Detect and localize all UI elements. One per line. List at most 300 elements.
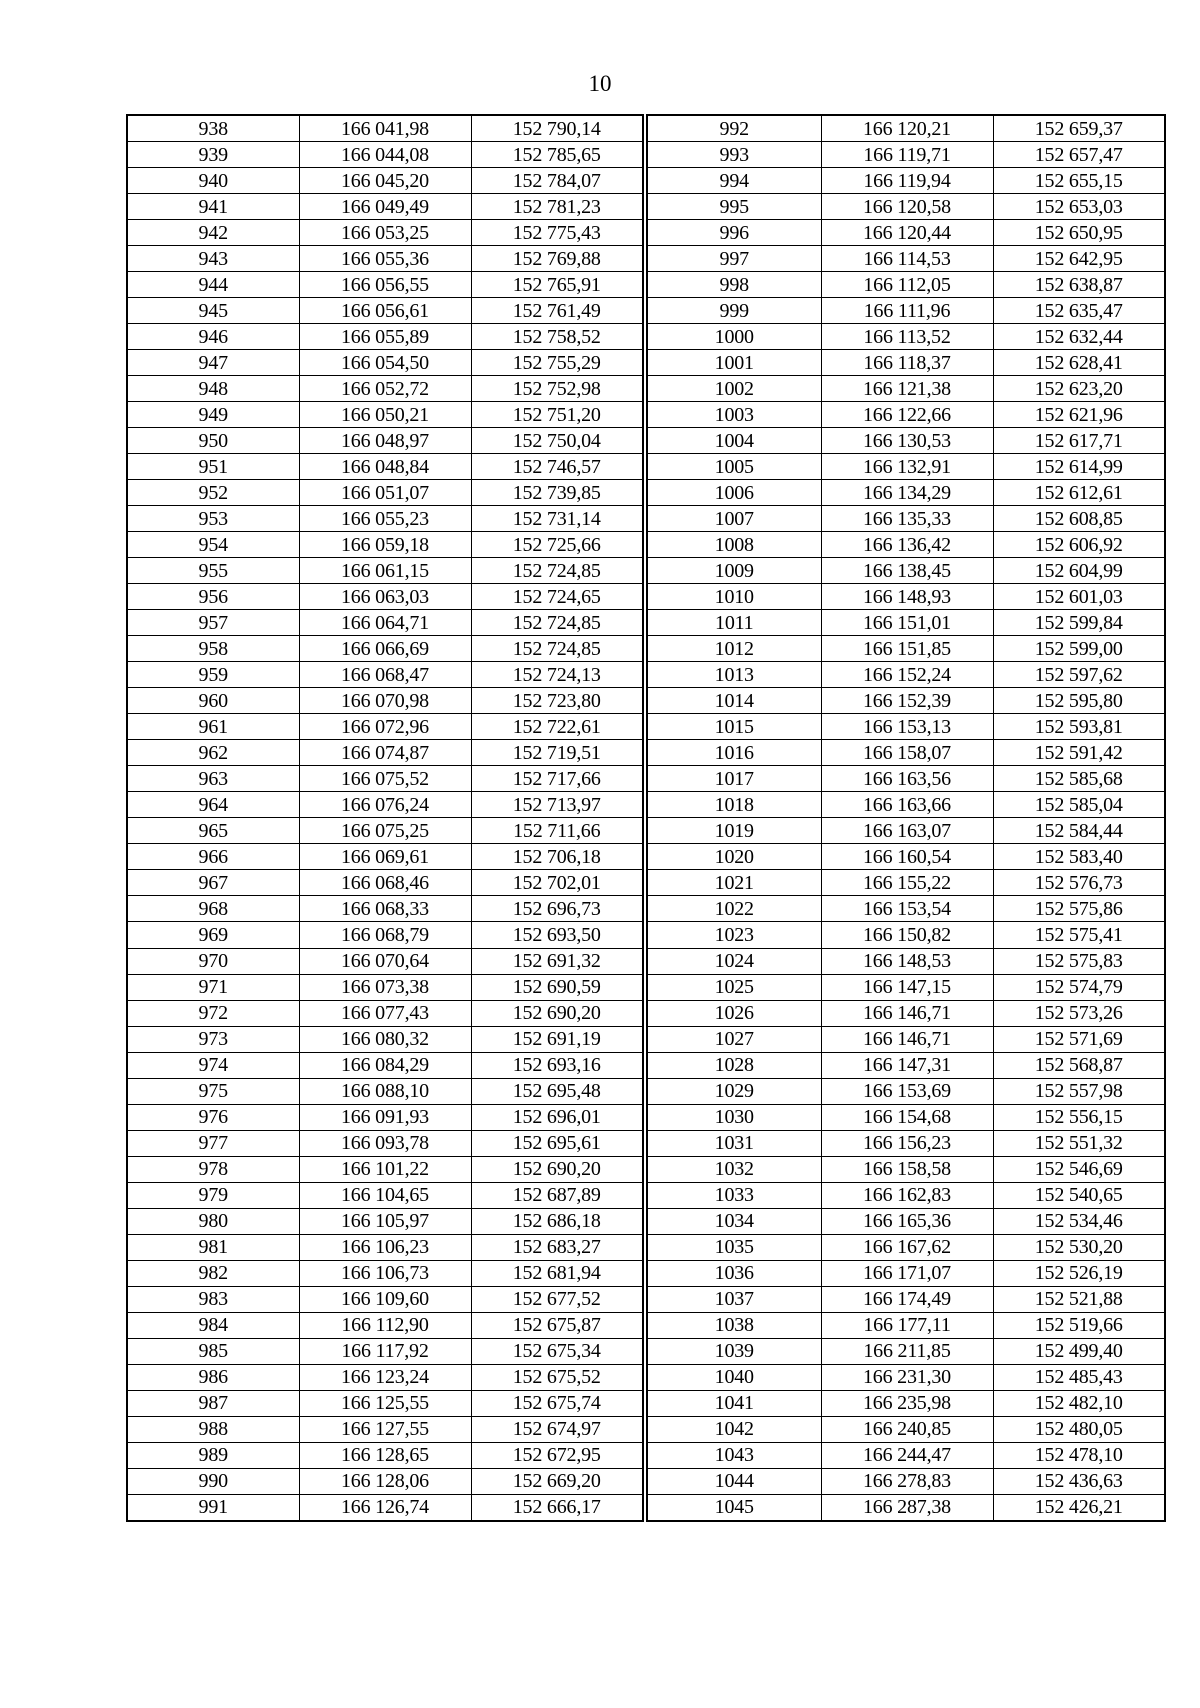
y-coordinate-cell: 152 612,61 (993, 480, 1165, 506)
point-number-cell: 969 (127, 922, 299, 948)
point-number-cell: 964 (127, 792, 299, 818)
y-coordinate-cell: 152 540,65 (993, 1182, 1165, 1208)
point-number-cell: 990 (127, 1468, 299, 1494)
x-coordinate-cell: 166 287,38 (821, 1494, 993, 1521)
x-coordinate-cell: 166 055,89 (299, 324, 471, 350)
y-coordinate-cell: 152 677,52 (471, 1286, 643, 1312)
table-row (647, 1494, 1165, 1521)
x-coordinate-cell: 166 063,03 (299, 584, 471, 610)
x-coordinate-cell: 166 153,13 (821, 714, 993, 740)
y-coordinate-cell: 152 781,23 (471, 194, 643, 220)
table-row (647, 922, 1165, 948)
table-row (647, 246, 1165, 272)
x-coordinate-cell: 166 068,33 (299, 896, 471, 922)
point-number-cell: 954 (127, 532, 299, 558)
x-coordinate-cell: 166 231,30 (821, 1364, 993, 1390)
table-row (647, 402, 1165, 428)
point-number-cell: 974 (127, 1052, 299, 1078)
table-row (647, 480, 1165, 506)
table-row (647, 688, 1165, 714)
table-row (127, 818, 643, 844)
table-row (127, 1442, 643, 1468)
table-row (647, 896, 1165, 922)
y-coordinate-cell: 152 635,47 (993, 298, 1165, 324)
table-row (647, 1000, 1165, 1026)
x-coordinate-cell: 166 114,53 (821, 246, 993, 272)
table-row (647, 1260, 1165, 1286)
table-row (647, 1182, 1165, 1208)
point-number-cell: 979 (127, 1182, 299, 1208)
point-number-cell: 1020 (647, 844, 821, 870)
y-coordinate-cell: 152 765,91 (471, 272, 643, 298)
y-coordinate-cell: 152 604,99 (993, 558, 1165, 584)
y-coordinate-cell: 152 623,20 (993, 376, 1165, 402)
y-coordinate-cell: 152 722,61 (471, 714, 643, 740)
y-coordinate-cell: 152 573,26 (993, 1000, 1165, 1026)
point-number-cell: 1006 (647, 480, 821, 506)
y-coordinate-cell: 152 691,19 (471, 1026, 643, 1052)
y-coordinate-cell: 152 614,99 (993, 454, 1165, 480)
point-number-cell: 1042 (647, 1416, 821, 1442)
x-coordinate-cell: 166 088,10 (299, 1078, 471, 1104)
y-coordinate-cell: 152 750,04 (471, 428, 643, 454)
x-coordinate-cell: 166 119,94 (821, 168, 993, 194)
y-coordinate-cell: 152 675,87 (471, 1312, 643, 1338)
table-row (647, 115, 1165, 142)
y-coordinate-cell: 152 485,43 (993, 1364, 1165, 1390)
x-coordinate-cell: 166 120,58 (821, 194, 993, 220)
x-coordinate-cell: 166 244,47 (821, 1442, 993, 1468)
table-row (647, 272, 1165, 298)
y-coordinate-cell: 152 642,95 (993, 246, 1165, 272)
y-coordinate-cell: 152 706,18 (471, 844, 643, 870)
x-coordinate-cell: 166 055,36 (299, 246, 471, 272)
y-coordinate-cell: 152 591,42 (993, 740, 1165, 766)
x-coordinate-cell: 166 044,08 (299, 142, 471, 168)
table-row (647, 870, 1165, 896)
table-row (647, 142, 1165, 168)
y-coordinate-cell: 152 769,88 (471, 246, 643, 272)
point-number-cell: 957 (127, 610, 299, 636)
x-coordinate-cell: 166 163,66 (821, 792, 993, 818)
x-coordinate-cell: 166 165,36 (821, 1208, 993, 1234)
y-coordinate-cell: 152 593,81 (993, 714, 1165, 740)
y-coordinate-cell: 152 752,98 (471, 376, 643, 402)
x-coordinate-cell: 166 128,06 (299, 1468, 471, 1494)
table-row (127, 662, 643, 688)
point-number-cell: 1038 (647, 1312, 821, 1338)
x-coordinate-cell: 166 120,44 (821, 220, 993, 246)
y-coordinate-cell: 152 790,14 (471, 115, 643, 142)
table-row (647, 766, 1165, 792)
point-number-cell: 1034 (647, 1208, 821, 1234)
table-row (127, 506, 643, 532)
x-coordinate-cell: 166 070,64 (299, 948, 471, 974)
table-row (647, 428, 1165, 454)
table-row (127, 1078, 643, 1104)
point-number-cell: 1031 (647, 1130, 821, 1156)
x-coordinate-cell: 166 069,61 (299, 844, 471, 870)
point-number-cell: 997 (647, 246, 821, 272)
x-coordinate-cell: 166 111,96 (821, 298, 993, 324)
x-coordinate-cell: 166 151,85 (821, 636, 993, 662)
x-coordinate-cell: 166 158,58 (821, 1156, 993, 1182)
point-number-cell: 1021 (647, 870, 821, 896)
coordinates-table-right-body (647, 115, 1165, 1521)
point-number-cell: 949 (127, 402, 299, 428)
x-coordinate-cell: 166 049,49 (299, 194, 471, 220)
x-coordinate-cell: 166 150,82 (821, 922, 993, 948)
y-coordinate-cell: 152 583,40 (993, 844, 1165, 870)
y-coordinate-cell: 152 655,15 (993, 168, 1165, 194)
table-row (127, 974, 643, 1000)
y-coordinate-cell: 152 693,16 (471, 1052, 643, 1078)
x-coordinate-cell: 166 061,15 (299, 558, 471, 584)
point-number-cell: 958 (127, 636, 299, 662)
point-number-cell: 999 (647, 298, 821, 324)
x-coordinate-cell: 166 156,23 (821, 1130, 993, 1156)
point-number-cell: 1029 (647, 1078, 821, 1104)
table-row (127, 402, 643, 428)
table-row (647, 506, 1165, 532)
table-row (647, 558, 1165, 584)
y-coordinate-cell: 152 702,01 (471, 870, 643, 896)
x-coordinate-cell: 166 064,71 (299, 610, 471, 636)
table-row (127, 1468, 643, 1494)
x-coordinate-cell: 166 052,72 (299, 376, 471, 402)
table-row (647, 1130, 1165, 1156)
x-coordinate-cell: 166 211,85 (821, 1338, 993, 1364)
y-coordinate-cell: 152 669,20 (471, 1468, 643, 1494)
table-row (647, 584, 1165, 610)
point-number-cell: 1007 (647, 506, 821, 532)
table-row (127, 1312, 643, 1338)
table-row (647, 1416, 1165, 1442)
table-row (127, 1130, 643, 1156)
y-coordinate-cell: 152 574,79 (993, 974, 1165, 1000)
x-coordinate-cell: 166 077,43 (299, 1000, 471, 1026)
x-coordinate-cell: 166 123,24 (299, 1364, 471, 1390)
point-number-cell: 962 (127, 740, 299, 766)
y-coordinate-cell: 152 724,13 (471, 662, 643, 688)
x-coordinate-cell: 166 045,20 (299, 168, 471, 194)
x-coordinate-cell: 166 121,38 (821, 376, 993, 402)
table-row (647, 220, 1165, 246)
table-row (647, 1364, 1165, 1390)
x-coordinate-cell: 166 148,53 (821, 948, 993, 974)
point-number-cell: 952 (127, 480, 299, 506)
y-coordinate-cell: 152 693,50 (471, 922, 643, 948)
y-coordinate-cell: 152 575,83 (993, 948, 1165, 974)
table-row (127, 714, 643, 740)
y-coordinate-cell: 152 436,63 (993, 1468, 1165, 1494)
x-coordinate-cell: 166 147,31 (821, 1052, 993, 1078)
x-coordinate-cell: 166 091,93 (299, 1104, 471, 1130)
y-coordinate-cell: 152 751,20 (471, 402, 643, 428)
x-coordinate-cell: 166 130,53 (821, 428, 993, 454)
point-number-cell: 996 (647, 220, 821, 246)
y-coordinate-cell: 152 521,88 (993, 1286, 1165, 1312)
x-coordinate-cell: 166 072,96 (299, 714, 471, 740)
point-number-cell: 1016 (647, 740, 821, 766)
point-number-cell: 948 (127, 376, 299, 402)
x-coordinate-cell: 166 126,74 (299, 1494, 471, 1521)
x-coordinate-cell: 166 235,98 (821, 1390, 993, 1416)
y-coordinate-cell: 152 724,85 (471, 610, 643, 636)
x-coordinate-cell: 166 171,07 (821, 1260, 993, 1286)
x-coordinate-cell: 166 120,21 (821, 115, 993, 142)
point-number-cell: 1033 (647, 1182, 821, 1208)
table-row (127, 558, 643, 584)
y-coordinate-cell: 152 557,98 (993, 1078, 1165, 1104)
point-number-cell: 995 (647, 194, 821, 220)
x-coordinate-cell: 166 105,97 (299, 1208, 471, 1234)
point-number-cell: 998 (647, 272, 821, 298)
x-coordinate-cell: 166 278,83 (821, 1468, 993, 1494)
y-coordinate-cell: 152 426,21 (993, 1494, 1165, 1521)
point-number-cell: 1039 (647, 1338, 821, 1364)
point-number-cell: 1004 (647, 428, 821, 454)
point-number-cell: 991 (127, 1494, 299, 1521)
x-coordinate-cell: 166 125,55 (299, 1390, 471, 1416)
point-number-cell: 946 (127, 324, 299, 350)
y-coordinate-cell: 152 599,00 (993, 636, 1165, 662)
y-coordinate-cell: 152 675,52 (471, 1364, 643, 1390)
point-number-cell: 1044 (647, 1468, 821, 1494)
y-coordinate-cell: 152 690,59 (471, 974, 643, 1000)
table-row (127, 480, 643, 506)
table-row (647, 1234, 1165, 1260)
point-number-cell: 1017 (647, 766, 821, 792)
table-row (647, 740, 1165, 766)
x-coordinate-cell: 166 106,73 (299, 1260, 471, 1286)
point-number-cell: 967 (127, 870, 299, 896)
point-number-cell: 983 (127, 1286, 299, 1312)
table-row (127, 1104, 643, 1130)
point-number-cell: 1011 (647, 610, 821, 636)
x-coordinate-cell: 166 055,23 (299, 506, 471, 532)
table-row (647, 376, 1165, 402)
point-number-cell: 1036 (647, 1260, 821, 1286)
table-row (647, 662, 1165, 688)
x-coordinate-cell: 166 132,91 (821, 454, 993, 480)
table-row (647, 194, 1165, 220)
x-coordinate-cell: 166 112,90 (299, 1312, 471, 1338)
point-number-cell: 1010 (647, 584, 821, 610)
point-number-cell: 982 (127, 1260, 299, 1286)
y-coordinate-cell: 152 713,97 (471, 792, 643, 818)
table-row (127, 1390, 643, 1416)
y-coordinate-cell: 152 724,85 (471, 636, 643, 662)
table-row (127, 1286, 643, 1312)
y-coordinate-cell: 152 571,69 (993, 1026, 1165, 1052)
table-row (127, 298, 643, 324)
point-number-cell: 1045 (647, 1494, 821, 1521)
y-coordinate-cell: 152 731,14 (471, 506, 643, 532)
table-row (127, 1156, 643, 1182)
y-coordinate-cell: 152 576,73 (993, 870, 1165, 896)
table-row (647, 610, 1165, 636)
table-row (127, 428, 643, 454)
y-coordinate-cell: 152 585,04 (993, 792, 1165, 818)
point-number-cell: 1043 (647, 1442, 821, 1468)
table-row (127, 1364, 643, 1390)
point-number-cell: 1035 (647, 1234, 821, 1260)
x-coordinate-cell: 166 151,01 (821, 610, 993, 636)
table-row (127, 194, 643, 220)
x-coordinate-cell: 166 155,22 (821, 870, 993, 896)
table-row (127, 844, 643, 870)
x-coordinate-cell: 166 050,21 (299, 402, 471, 428)
y-coordinate-cell: 152 755,29 (471, 350, 643, 376)
point-number-cell: 938 (127, 115, 299, 142)
table-row (127, 168, 643, 194)
point-number-cell: 992 (647, 115, 821, 142)
table-row (647, 1208, 1165, 1234)
x-coordinate-cell: 166 104,65 (299, 1182, 471, 1208)
point-number-cell: 1000 (647, 324, 821, 350)
table-row (127, 532, 643, 558)
y-coordinate-cell: 152 653,03 (993, 194, 1165, 220)
table-row (127, 1208, 643, 1234)
point-number-cell: 985 (127, 1338, 299, 1364)
y-coordinate-cell: 152 606,92 (993, 532, 1165, 558)
x-coordinate-cell: 166 054,50 (299, 350, 471, 376)
y-coordinate-cell: 152 584,44 (993, 818, 1165, 844)
point-number-cell: 960 (127, 688, 299, 714)
y-coordinate-cell: 152 687,89 (471, 1182, 643, 1208)
table-row (647, 714, 1165, 740)
x-coordinate-cell: 166 152,24 (821, 662, 993, 688)
y-coordinate-cell: 152 695,48 (471, 1078, 643, 1104)
y-coordinate-cell: 152 657,47 (993, 142, 1165, 168)
y-coordinate-cell: 152 785,65 (471, 142, 643, 168)
point-number-cell: 1027 (647, 1026, 821, 1052)
x-coordinate-cell: 166 112,05 (821, 272, 993, 298)
y-coordinate-cell: 152 675,74 (471, 1390, 643, 1416)
point-number-cell: 980 (127, 1208, 299, 1234)
point-number-cell: 951 (127, 454, 299, 480)
table-row (127, 324, 643, 350)
point-number-cell: 1001 (647, 350, 821, 376)
point-number-cell: 956 (127, 584, 299, 610)
x-coordinate-cell: 166 048,84 (299, 454, 471, 480)
y-coordinate-cell: 152 717,66 (471, 766, 643, 792)
y-coordinate-cell: 152 650,95 (993, 220, 1165, 246)
x-coordinate-cell: 166 068,46 (299, 870, 471, 896)
table-row (647, 636, 1165, 662)
x-coordinate-cell: 166 134,29 (821, 480, 993, 506)
point-number-cell: 1003 (647, 402, 821, 428)
x-coordinate-cell: 166 113,52 (821, 324, 993, 350)
point-number-cell: 959 (127, 662, 299, 688)
y-coordinate-cell: 152 621,96 (993, 402, 1165, 428)
point-number-cell: 1041 (647, 1390, 821, 1416)
y-coordinate-cell: 152 724,85 (471, 558, 643, 584)
y-coordinate-cell: 152 534,46 (993, 1208, 1165, 1234)
x-coordinate-cell: 166 153,54 (821, 896, 993, 922)
point-number-cell: 975 (127, 1078, 299, 1104)
point-number-cell: 1032 (647, 1156, 821, 1182)
y-coordinate-cell: 152 546,69 (993, 1156, 1165, 1182)
point-number-cell: 987 (127, 1390, 299, 1416)
x-coordinate-cell: 166 136,42 (821, 532, 993, 558)
point-number-cell: 939 (127, 142, 299, 168)
x-coordinate-cell: 166 080,32 (299, 1026, 471, 1052)
y-coordinate-cell: 152 691,32 (471, 948, 643, 974)
x-coordinate-cell: 166 158,07 (821, 740, 993, 766)
y-coordinate-cell: 152 551,32 (993, 1130, 1165, 1156)
x-coordinate-cell: 166 174,49 (821, 1286, 993, 1312)
y-coordinate-cell: 152 681,94 (471, 1260, 643, 1286)
x-coordinate-cell: 166 068,47 (299, 662, 471, 688)
point-number-cell: 1023 (647, 922, 821, 948)
table-row (127, 584, 643, 610)
point-number-cell: 976 (127, 1104, 299, 1130)
x-coordinate-cell: 166 056,61 (299, 298, 471, 324)
point-number-cell: 941 (127, 194, 299, 220)
table-row (647, 1078, 1165, 1104)
y-coordinate-cell: 152 666,17 (471, 1494, 643, 1521)
x-coordinate-cell: 166 059,18 (299, 532, 471, 558)
table-row (127, 1338, 643, 1364)
x-coordinate-cell: 166 146,71 (821, 1000, 993, 1026)
x-coordinate-cell: 166 160,54 (821, 844, 993, 870)
table-row (127, 896, 643, 922)
x-coordinate-cell: 166 051,07 (299, 480, 471, 506)
y-coordinate-cell: 152 696,01 (471, 1104, 643, 1130)
coordinates-table-left (126, 114, 644, 1522)
table-row (127, 1234, 643, 1260)
y-coordinate-cell: 152 784,07 (471, 168, 643, 194)
table-row (647, 1468, 1165, 1494)
point-number-cell: 963 (127, 766, 299, 792)
y-coordinate-cell: 152 775,43 (471, 220, 643, 246)
point-number-cell: 977 (127, 1130, 299, 1156)
y-coordinate-cell: 152 575,86 (993, 896, 1165, 922)
table-row (127, 350, 643, 376)
point-number-cell: 1040 (647, 1364, 821, 1390)
y-coordinate-cell: 152 724,65 (471, 584, 643, 610)
y-coordinate-cell: 152 556,15 (993, 1104, 1165, 1130)
point-number-cell: 1030 (647, 1104, 821, 1130)
x-coordinate-cell: 166 074,87 (299, 740, 471, 766)
x-coordinate-cell: 166 056,55 (299, 272, 471, 298)
x-coordinate-cell: 166 154,68 (821, 1104, 993, 1130)
point-number-cell: 940 (127, 168, 299, 194)
table-row (127, 870, 643, 896)
table-row (647, 818, 1165, 844)
table-row (647, 1026, 1165, 1052)
y-coordinate-cell: 152 585,68 (993, 766, 1165, 792)
x-coordinate-cell: 166 075,52 (299, 766, 471, 792)
y-coordinate-cell: 152 758,52 (471, 324, 643, 350)
point-number-cell: 1005 (647, 454, 821, 480)
y-coordinate-cell: 152 739,85 (471, 480, 643, 506)
page-number: 10 (588, 71, 612, 96)
x-coordinate-cell: 166 167,62 (821, 1234, 993, 1260)
x-coordinate-cell: 166 118,37 (821, 350, 993, 376)
x-coordinate-cell: 166 163,56 (821, 766, 993, 792)
y-coordinate-cell: 152 696,73 (471, 896, 643, 922)
point-number-cell: 942 (127, 220, 299, 246)
y-coordinate-cell: 152 683,27 (471, 1234, 643, 1260)
table-row (647, 1390, 1165, 1416)
x-coordinate-cell: 166 084,29 (299, 1052, 471, 1078)
point-number-cell: 970 (127, 948, 299, 974)
table-row (127, 948, 643, 974)
table-row (127, 636, 643, 662)
